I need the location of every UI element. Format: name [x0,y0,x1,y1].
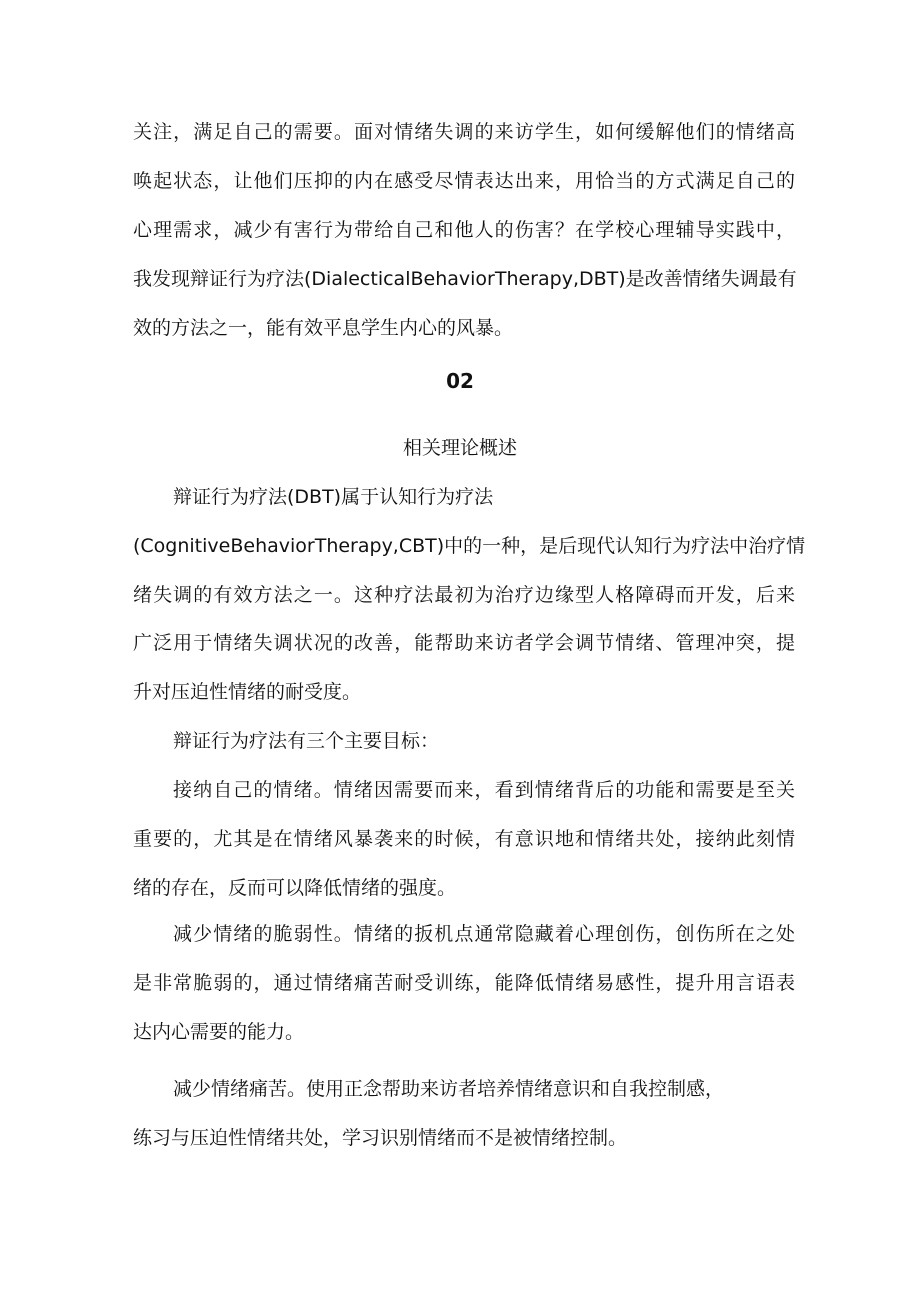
paragraph-2-line-1: 辩证行为疗法(DBT)属于认知行为疗法 [173,486,494,508]
paragraph-1-line-3: 心理需求，减少有害行为带给自己和他人的伤害？在学校心理辅导实践中， [133,219,795,241]
paragraph-1-line-1: 关注，满足自己的需要。面对情绪失调的来访学生，如何缓解他们的情绪高 [133,121,795,143]
paragraph-3-line-1: 辩证行为疗法有三个主要目标： [173,730,440,752]
section-title: 相关理论概述 [402,437,517,459]
paragraph-6-line-1: 减少情绪痛苦。使用正念帮助来访者培养情绪意识和自我控制感， [173,1078,725,1100]
paragraph-5-line-3: 达内心需要的能力。 [133,1021,305,1043]
paragraph-5-line-1: 减少情绪的脆弱性。情绪的扳机点通常隐藏着心理创伤，创伤所在之处 [173,923,795,945]
paragraph-2-line-5: 升对压迫性情绪的耐受度。 [133,681,362,703]
section-number: 02 [446,369,474,393]
paragraph-1-line-5: 效的方法之一，能有效平息学生内心的风暴。 [133,317,514,339]
paragraph-1-line-2: 唤起状态，让他们压抑的内在感受尽情表达出来，用恰当的方式满足自己的 [133,170,795,192]
paragraph-2-line-4: 广泛用于情绪失调状况的改善，能帮助来访者学会调节情绪、管理冲突，提 [133,632,795,654]
paragraph-2-line-2: (CognitiveBehaviorTherapy,CBT)中的一种，是后现代认知行为疗法中治疗情 [133,535,806,557]
paragraph-6-line-2: 练习与压迫性情绪共处，学习识别情绪而不是被情绪控制。 [133,1127,628,1149]
paragraph-5-line-2: 是非常脆弱的，通过情绪痛苦耐受训练，能降低情绪易感性，提升用言语表 [133,972,795,994]
paragraph-1-line-4: 我发现辩证行为疗法(DialecticalBehaviorTherapy,DBT)是改善情绪失调最有 [133,268,797,290]
paragraph-2-line-3: 绪失调的有效方法之一。这种疗法最初为治疗边缘型人格障碍而开发，后来 [133,584,795,606]
paragraph-4-line-2: 重要的，尤其是在情绪风暴袭来的时候，有意识地和情绪共处，接纳此刻情 [133,828,795,850]
paragraph-4-line-3: 绪的存在，反而可以降低情绪的强度。 [133,877,457,899]
paragraph-4-line-1: 接纳自己的情绪。情绪因需要而来，看到情绪背后的功能和需要是至关 [173,779,795,801]
